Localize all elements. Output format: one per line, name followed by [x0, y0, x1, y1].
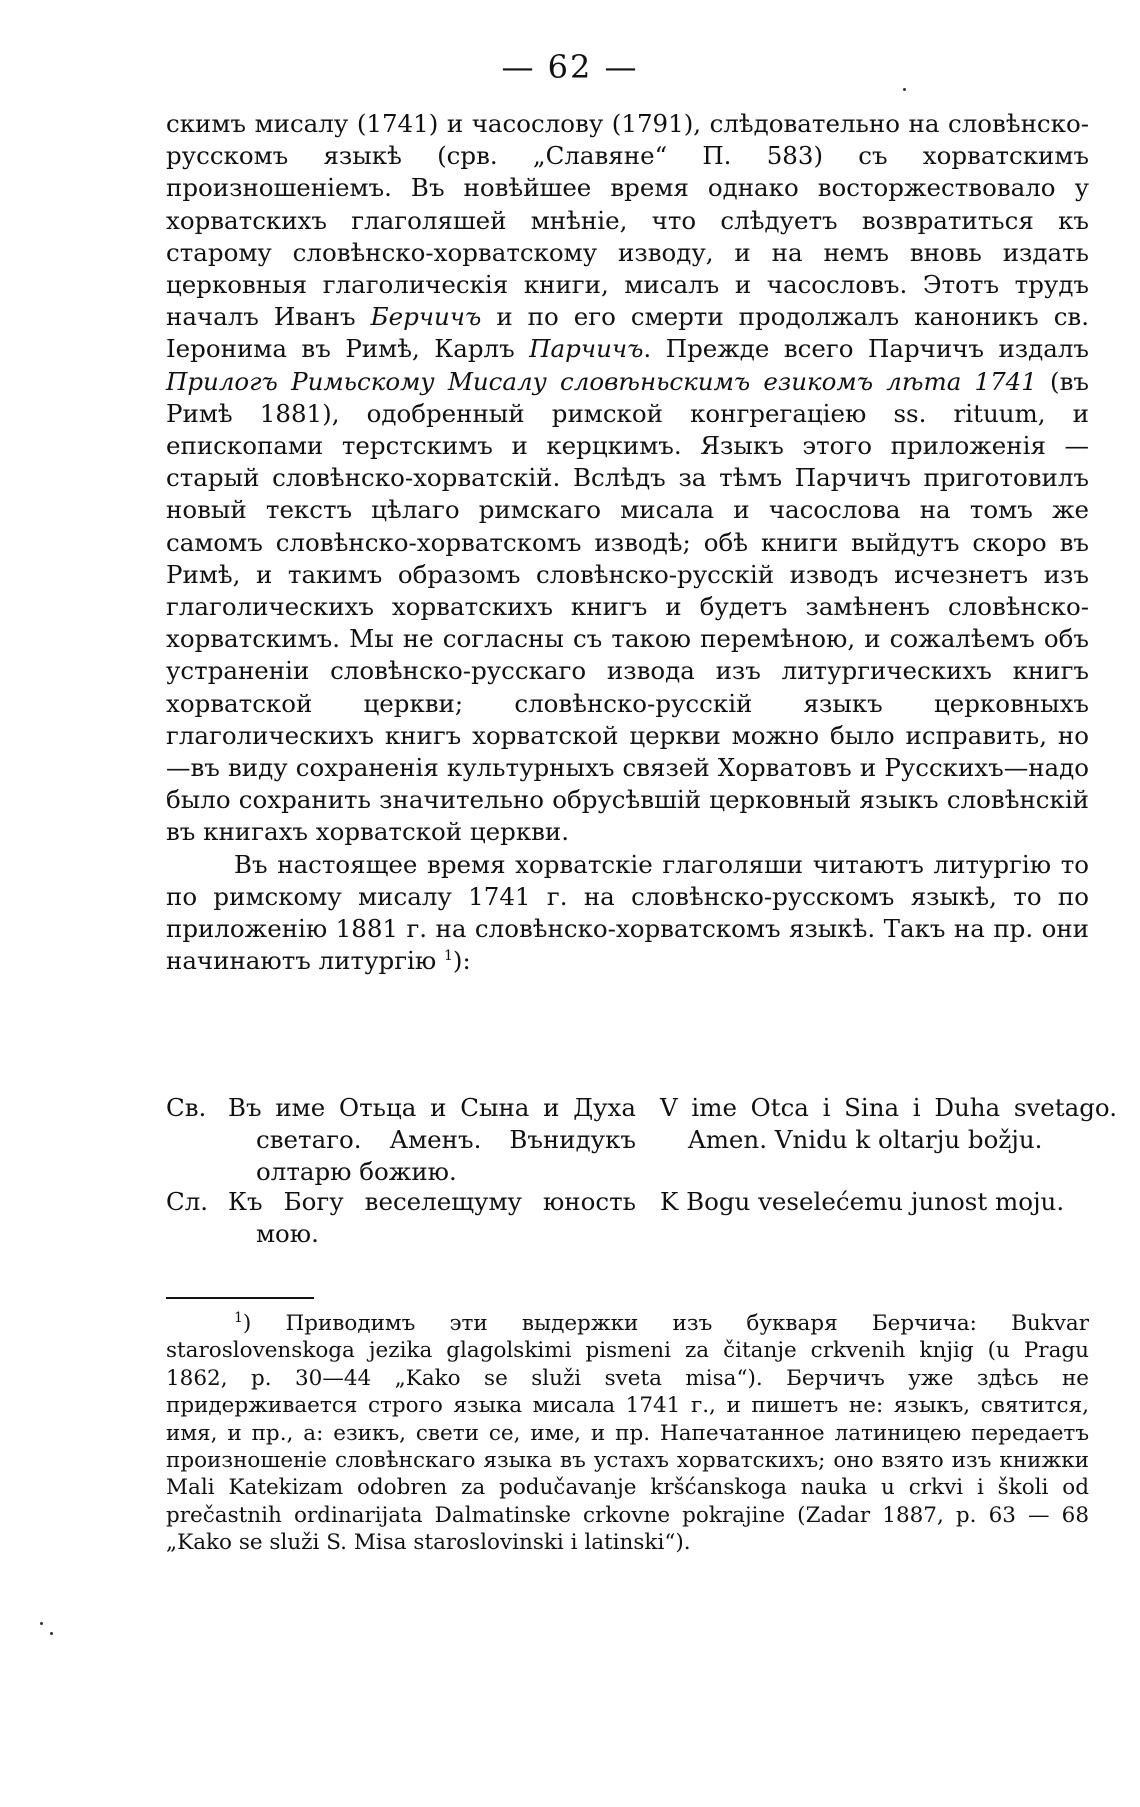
- p1-segment-a: скимъ мисалу (1741) и часослову (1791), слѣдовательно на словѣнско-русскомъ языкѣ (срв. „Славяне“ П. 583) съ хорватскимъ произношеніемъ. Въ новѣйшее время однако восторжествовало у хорватскихъ глаголяшей мнѣніе, что слѣдуетъ возвратиться къ старому словѣнско-хорватскому изводу, и на немъ вновь издать церковныя глаголическія книги, мисалъ и часословъ. Этотъ трудъ началъ Иванъ: [166, 109, 1089, 332]
- p1-segment-c: . Прежде всего Парчичъ издалъ: [643, 334, 1089, 364]
- p2-end: ):: [452, 946, 471, 976]
- p1-segment-b: и по его смерти продолжалъ каноникъ св. Іеронима въ Римѣ, Карлъ: [166, 302, 1090, 364]
- name-parchich: Парчичъ: [529, 334, 644, 364]
- footnote-mark: 1: [234, 1309, 243, 1326]
- footnote: [166, 1310, 1089, 1557]
- footnote-divider: [166, 1297, 314, 1299]
- paragraph-2: [166, 849, 1089, 978]
- print-speck: [50, 1632, 53, 1635]
- name-berchich: Берчичъ: [370, 302, 482, 332]
- print-speck: [40, 1622, 43, 1625]
- liturgy-latin-text: K Bogu veselećemu junost moju.: [660, 1187, 1065, 1216]
- page-number: — 62 —: [501, 48, 639, 86]
- liturgy-row: [166, 1186, 1089, 1256]
- p2-segment: Въ настоящее время хорватскіе глаголяши читаютъ литургію то по римскому мисалу 1741 г. на словѣнско-русскомъ языкѣ, то по приложенію 1881 г. на словѣнско-хорватскомъ языкѣ. Такъ на пр. они начинаютъ литургію: [166, 849, 1089, 976]
- paragraph-1: [166, 108, 1089, 849]
- p1-segment-d: (въ Римѣ 1881), одобренный римской конгрегаціею ss. rituum, и епископами терстскимъ и керцкимъ. Языкъ этого приложенія — старый словѣнско-хорватскій. Вслѣдъ за тѣмъ Парчичъ приготовилъ новый текстъ цѣлаго римскаго мисала и часослова на томъ же самомъ словѣнско-хорватскомъ изводѣ; обѣ книги выйдутъ скоро въ Римѣ, и такимъ образомъ словѣнско-русскій изводъ исчезнетъ изъ глаголическихъ хорватскихъ книгъ и будетъ замѣненъ словѣнско-хорватскимъ. Мы не согласны съ такою перемѣною, и сожалѣемъ объ устраненіи словѣнско-русскаго извода изъ литургическихъ книгъ хорватской церкви; словѣнско-русскій языкъ церковныхъ глаголическихъ книгъ хорватской церкви можно было исправить, но—въ виду сохраненія культурныхъ связей Хорватовъ и Русскихъ—надо было сохранить значительно обрусѣвшій церковный языкъ словѣнскій въ книгахъ хорватской церкви.: [166, 366, 1089, 847]
- footnote-reference: 1: [444, 948, 453, 965]
- liturgy-row: [166, 1092, 1117, 1187]
- liturgy-speaker: Св.: [166, 1093, 207, 1122]
- liturgy-latin-text: V ime Otca i Sina i Duha svetago. Amen. Vnidu k oltarju božju.: [660, 1093, 1117, 1155]
- footnote-text: ) Приводимъ эти выдержки изъ букваря Берчича: Bukvar staroslovenskoga jezika glagolskimi pismeni za čitanje crkvenih knjig (u Pragu 1862, p. 30—44 „Kako se služi sveta misa“). Берчичъ уже здѣсь не придерживается строго языка мисала 1741 г., и пишетъ не: языкъ, святится, имя, и пр., а: езикъ, свети се, име, и пр. Напечатанное латиницею передаетъ произношеніе словѣнскаго языка въ устахъ хорватскихъ; оно взято изъ книжки Mali Katekizam odobren za podučavanje kršćanskoga nauka u crkvi i školi od prečastnih ordinarijata Dalmatinske crkovne pokrajine (Zadar 1887, p. 63 — 68 „Kako se služi S. Misa staroslovinski i latinski“).: [166, 1311, 1089, 1556]
- book-title: Прилогъ Римьскому Мисалу словѣньскимъ езикомъ лѣта 1741: [166, 366, 1037, 396]
- liturgy-parallel-text: [166, 1092, 1117, 1256]
- print-speck: [903, 88, 906, 91]
- liturgy-slavonic-text: Въ име Отьца и Сына и Духа светаго. Аменъ. Вънидукъ олтарю божию.: [228, 1093, 636, 1187]
- main-text: [166, 108, 1089, 977]
- liturgy-speaker: Сл.: [166, 1187, 209, 1216]
- liturgy-slavonic-text: Къ Богу веселещуму юность мою.: [228, 1187, 636, 1249]
